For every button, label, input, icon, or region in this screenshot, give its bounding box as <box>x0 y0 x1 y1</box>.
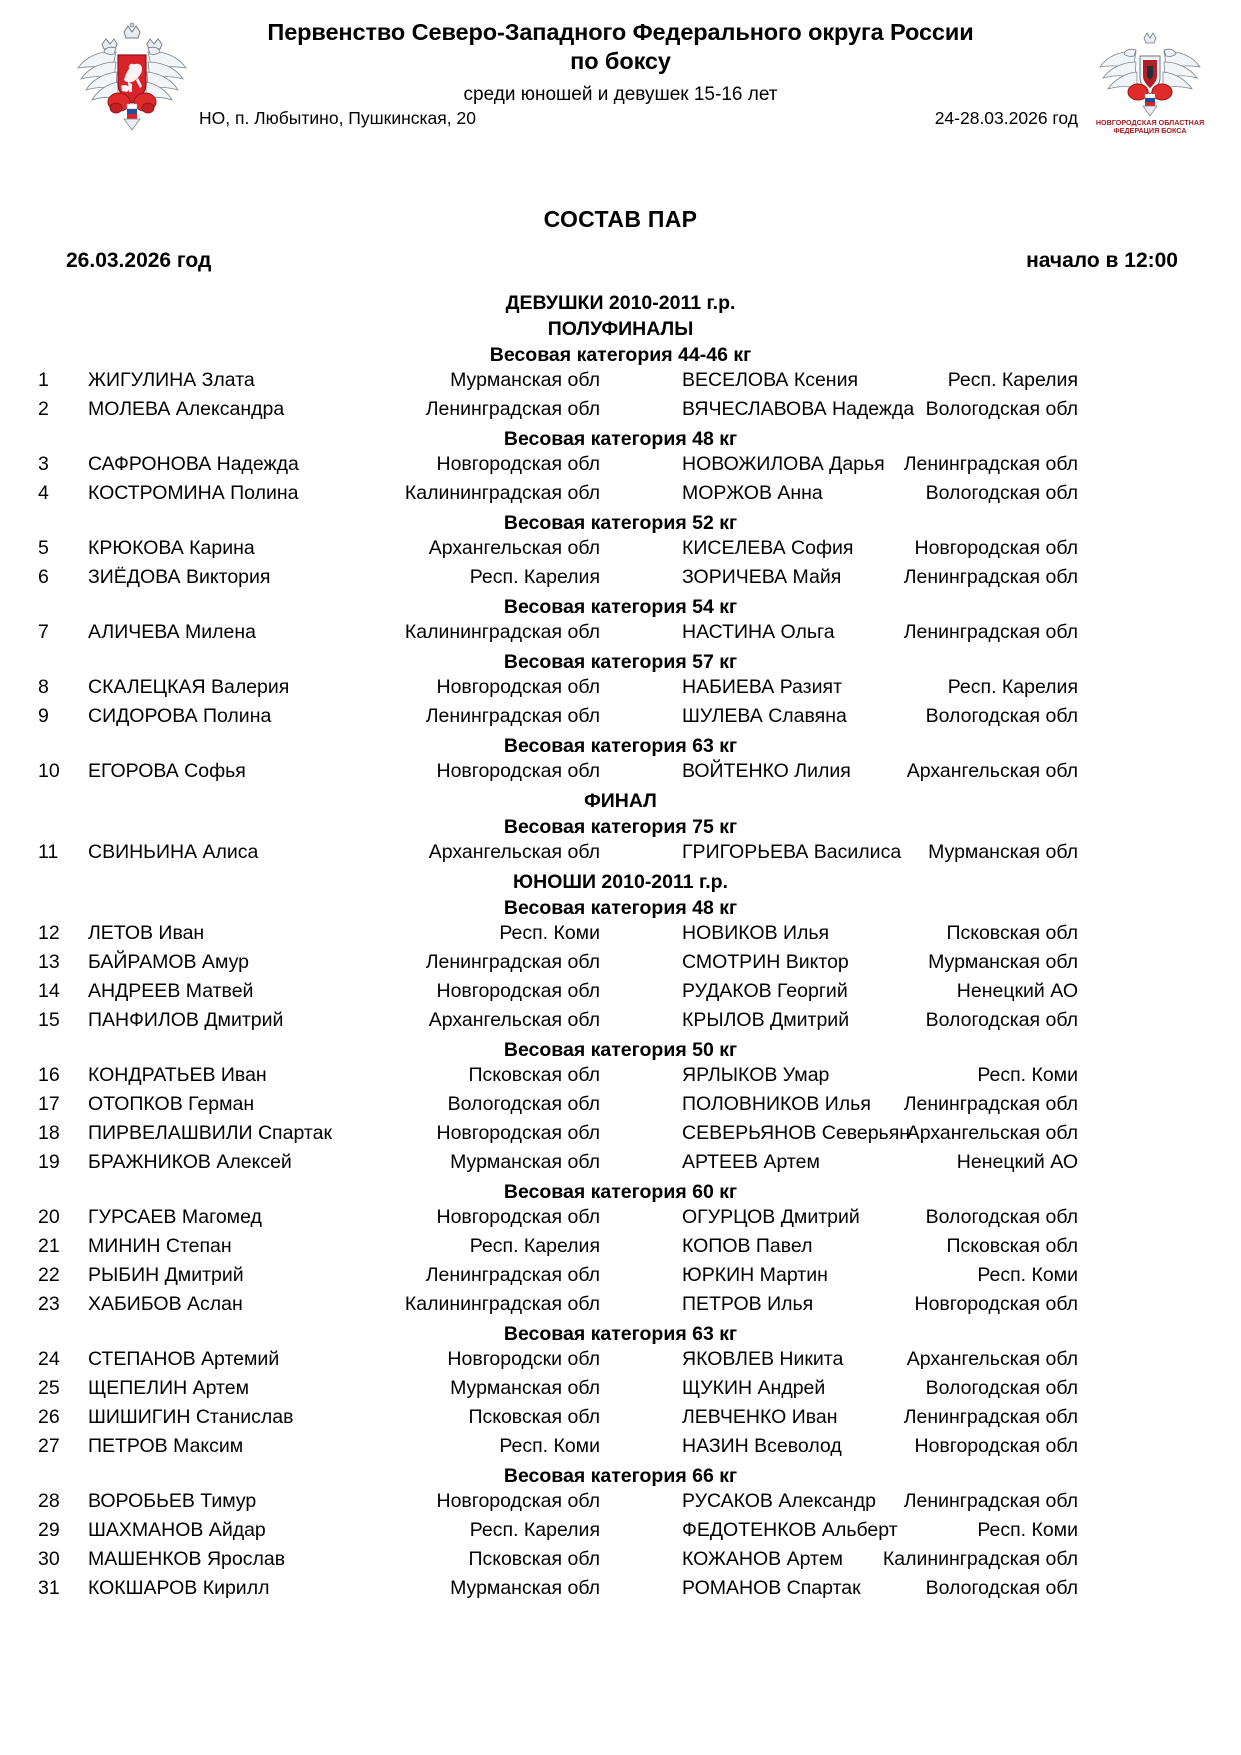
blue-corner-name: СЕВЕРЬЯНОВ Северьян <box>682 1122 911 1144</box>
session-date: 26.03.2026 год <box>66 249 212 272</box>
red-corner-region: Новгородская обл <box>436 1206 600 1228</box>
red-corner-region: Калининградская обл <box>404 1293 600 1315</box>
blue-corner-name: ФЕДОТЕНКОВ Альберт <box>682 1519 898 1541</box>
red-corner-name: АНДРЕЕВ Матвей <box>88 980 254 1002</box>
red-corner-region: Новгородская обл <box>436 1122 600 1144</box>
blue-corner-name: СМОТРИН Виктор <box>682 951 849 973</box>
blue-corner-name: ВЕСЕЛОВА Ксения <box>682 369 859 391</box>
header-meta-row <box>0 108 1241 132</box>
bout-number: 15 <box>38 1009 60 1031</box>
blue-corner-name: ЩУКИН Андрей <box>682 1377 826 1399</box>
emblem-caption-line2: ФЕДЕРАЦИЯ БОКСА <box>1113 126 1187 135</box>
blue-corner-name: НОВИКОВ Илья <box>682 922 830 944</box>
bout-row <box>0 1406 1241 1435</box>
bout-row <box>0 1264 1241 1293</box>
bout-number: 17 <box>38 1093 60 1115</box>
weight-category-heading: Весовая категория 75 кг <box>503 816 738 838</box>
blue-corner-name: НАЗИН Всеволод <box>682 1435 842 1457</box>
bout-number: 18 <box>38 1122 60 1144</box>
blue-corner-region: Ненецкий АО <box>956 980 1078 1002</box>
blue-corner-region: Ленинградская обл <box>903 566 1078 588</box>
bout-row <box>0 537 1241 566</box>
bout-number: 6 <box>38 566 49 588</box>
bout-row <box>0 1122 1241 1151</box>
blue-corner-name: РУДАКОВ Георгий <box>682 980 848 1002</box>
red-corner-name: ГУРСАЕВ Магомед <box>88 1206 262 1228</box>
bout-row <box>0 369 1241 398</box>
red-corner-name: ХАБИБОВ Аслан <box>88 1293 243 1315</box>
bout-number: 25 <box>38 1377 60 1399</box>
bout-number: 3 <box>38 453 49 475</box>
blue-corner-region: Респ. Коми <box>977 1519 1078 1541</box>
blue-corner-region: Ленинградская обл <box>903 453 1078 475</box>
event-title-line2: по боксу <box>570 48 671 75</box>
event-title-line1: Первенство Северо-Западного Федерального округа России <box>267 19 974 45</box>
red-corner-name: ПАНФИЛОВ Дмитрий <box>88 1009 284 1031</box>
bout-number: 23 <box>38 1293 60 1315</box>
venue-text: НО, п. Любытино, Пушкинская, 20 <box>199 108 476 128</box>
blue-corner-region: Вологодская обл <box>925 398 1078 420</box>
blue-corner-name: ЮРКИН Мартин <box>682 1264 828 1286</box>
blue-corner-name: КОЖАНОВ Артем <box>682 1548 843 1570</box>
red-corner-name: СТЕПАНОВ Артемий <box>88 1348 280 1370</box>
blue-corner-name: ГРИГОРЬЕВА Василиса <box>682 841 902 863</box>
blue-corner-name: РОМАНОВ Спартак <box>682 1577 861 1599</box>
red-corner-name: КОСТРОМИНА Полина <box>88 482 299 504</box>
red-corner-region: Мурманская обл <box>450 1151 600 1173</box>
blue-corner-name: КРЫЛОВ Дмитрий <box>682 1009 850 1031</box>
bout-row <box>0 980 1241 1009</box>
blue-corner-name: ОГУРЦОВ Дмитрий <box>682 1206 860 1228</box>
red-corner-region: Новгородски обл <box>447 1348 600 1370</box>
bout-number: 11 <box>38 841 59 863</box>
red-corner-name: ЖИГУЛИНА Злата <box>88 369 255 391</box>
red-corner-region: Архангельская обл <box>428 537 600 559</box>
weight-category-heading: Весовая категория 44-46 кг <box>489 344 752 366</box>
event-subtitle: среди юношей и девушек 15-16 лет <box>463 83 778 105</box>
weight-category-heading: Весовая категория 57 кг <box>503 651 738 673</box>
bout-number: 10 <box>38 760 60 782</box>
weight-category-heading: Весовая категория 66 кг <box>503 1465 738 1487</box>
blue-corner-region: Респ. Карелия <box>947 676 1078 698</box>
blue-corner-name: ЯРЛЫКОВ Умар <box>682 1064 830 1086</box>
blue-corner-region: Ленинградская обл <box>903 1093 1078 1115</box>
red-corner-region: Ленинградская обл <box>425 705 600 727</box>
bout-row <box>0 1490 1241 1519</box>
red-corner-region: Архангельская обл <box>428 1009 600 1031</box>
red-corner-region: Псковская обл <box>468 1406 600 1428</box>
bout-number: 21 <box>38 1235 60 1257</box>
red-corner-region: Псковская обл <box>468 1064 600 1086</box>
bout-row <box>0 922 1241 951</box>
red-corner-name: АЛИЧЕВА Милена <box>88 621 257 643</box>
blue-corner-region: Вологодская обл <box>925 1206 1078 1228</box>
bout-number: 19 <box>38 1151 60 1173</box>
red-corner-name: ЕГОРОВА Софья <box>88 760 246 782</box>
red-corner-region: Респ. Карелия <box>469 1235 600 1257</box>
red-corner-region: Респ. Карелия <box>469 1519 600 1541</box>
blue-corner-region: Мурманская обл <box>928 951 1078 973</box>
age-group-heading: ЮНОШИ 2010-2011 г.р. <box>513 871 728 893</box>
red-corner-name: ПЕТРОВ Максим <box>88 1435 244 1457</box>
bout-row <box>0 1093 1241 1122</box>
blue-corner-region: Мурманская обл <box>928 841 1078 863</box>
red-corner-name: ОТОПКОВ Герман <box>88 1093 255 1115</box>
bout-number: 16 <box>38 1064 60 1086</box>
blue-corner-name: НАБИЕВА Разият <box>682 676 842 698</box>
red-corner-name: САФРОНОВА Надежда <box>88 453 299 475</box>
blue-corner-name: ШУЛЕВА Славяна <box>682 705 847 727</box>
red-corner-name: БАЙРАМОВ Амур <box>88 951 249 973</box>
bout-number: 20 <box>38 1206 60 1228</box>
bout-row <box>0 951 1241 980</box>
weight-category-heading: Весовая категория 50 кг <box>503 1039 738 1061</box>
bout-row <box>0 1235 1241 1264</box>
bout-row <box>0 621 1241 650</box>
red-corner-name: БРАЖНИКОВ Алексей <box>88 1151 292 1173</box>
blue-corner-name: ВЯЧЕСЛАВОВА Надежда <box>682 398 915 420</box>
bout-number: 5 <box>38 537 49 559</box>
bout-number: 8 <box>38 676 49 698</box>
bout-number: 7 <box>38 621 49 643</box>
bout-row <box>0 1519 1241 1548</box>
red-corner-region: Псковская обл <box>468 1548 600 1570</box>
bout-number: 12 <box>38 922 60 944</box>
blue-corner-name: АРТЕЕВ Артем <box>682 1151 820 1173</box>
bout-number: 29 <box>38 1519 60 1541</box>
blue-corner-region: Калининградская обл <box>882 1548 1078 1570</box>
bout-number: 13 <box>38 951 60 973</box>
blue-corner-name: ЛЕВЧЕНКО Иван <box>682 1406 838 1428</box>
red-corner-region: Мурманская обл <box>450 1377 600 1399</box>
bout-row <box>0 1548 1241 1577</box>
blue-corner-name: ЯКОВЛЕВ Никита <box>682 1348 844 1370</box>
blue-corner-region: Респ. Коми <box>977 1064 1078 1086</box>
blue-corner-region: Архангельская обл <box>906 1348 1078 1370</box>
bout-row <box>0 1151 1241 1180</box>
blue-corner-region: Архангельская обл <box>906 1122 1078 1144</box>
blue-corner-region: Респ. Карелия <box>947 369 1078 391</box>
red-corner-name: МАШЕНКОВ Ярослав <box>88 1548 286 1570</box>
blue-corner-region: Новгородская обл <box>914 1293 1078 1315</box>
blue-corner-region: Ленинградская обл <box>903 1406 1078 1428</box>
blue-corner-region: Ленинградская обл <box>903 1490 1078 1512</box>
red-corner-region: Респ. Карелия <box>469 566 600 588</box>
blue-corner-region: Вологодская обл <box>925 1377 1078 1399</box>
red-corner-region: Ленинградская обл <box>425 398 600 420</box>
blue-corner-name: НОВОЖИЛОВА Дарья <box>682 453 885 475</box>
weight-category-heading: Весовая категория 48 кг <box>503 428 738 450</box>
blue-corner-region: Ненецкий АО <box>956 1151 1078 1173</box>
red-corner-name: ЩЕПЕЛИН Артем <box>88 1377 250 1399</box>
bout-row <box>0 760 1241 789</box>
red-corner-region: Калининградская обл <box>404 482 600 504</box>
blue-corner-name: ЗОРИЧЕВА Майя <box>682 566 842 588</box>
bout-row <box>0 841 1241 870</box>
bout-number: 27 <box>38 1435 60 1457</box>
page-title: СОСТАВ ПАР <box>543 206 698 232</box>
bout-row <box>0 705 1241 734</box>
session-start-time: начало в 12:00 <box>1026 249 1178 272</box>
weight-category-heading: Весовая категория 63 кг <box>503 735 738 757</box>
red-corner-name: КРЮКОВА Карина <box>88 537 255 559</box>
header-title-block <box>200 18 1041 109</box>
event-dates-text: 24-28.03.2026 год <box>934 108 1078 128</box>
blue-corner-name: НАСТИНА Ольга <box>682 621 835 643</box>
blue-corner-region: Вологодская обл <box>925 482 1078 504</box>
blue-corner-region: Ленинградская обл <box>903 621 1078 643</box>
bout-row <box>0 1435 1241 1464</box>
red-corner-name: МИНИН Степан <box>88 1235 232 1257</box>
blue-corner-region: Новгородская обл <box>914 1435 1078 1457</box>
red-corner-name: МОЛЕВА Александра <box>88 398 285 420</box>
weight-category-heading: Весовая категория 52 кг <box>503 512 738 534</box>
red-corner-name: ШИШИГИН Станислав <box>88 1406 294 1428</box>
age-group-heading: ДЕВУШКИ 2010-2011 г.р. <box>505 292 736 314</box>
red-corner-region: Новгородская обл <box>436 453 600 475</box>
red-corner-region: Новгородская обл <box>436 1490 600 1512</box>
bout-number: 22 <box>38 1264 60 1286</box>
bout-number: 1 <box>38 369 49 391</box>
blue-corner-name: ВОЙТЕНКО Лилия <box>682 760 851 782</box>
red-corner-name: ПИРВЕЛАШВИЛИ Спартак <box>88 1122 332 1144</box>
red-corner-region: Вологодская обл <box>447 1093 600 1115</box>
bout-row <box>0 1377 1241 1406</box>
weight-category-heading: Весовая категория 48 кг <box>503 897 738 919</box>
bout-row <box>0 676 1241 705</box>
red-corner-region: Респ. Коми <box>499 922 600 944</box>
red-corner-region: Новгородская обл <box>436 760 600 782</box>
bout-row <box>0 1009 1241 1038</box>
red-corner-name: КОКШАРОВ Кирилл <box>88 1577 270 1599</box>
blue-corner-name: КОПОВ Павел <box>682 1235 813 1257</box>
red-corner-region: Новгородская обл <box>436 676 600 698</box>
bout-number: 4 <box>38 482 49 504</box>
red-corner-region: Ленинградская обл <box>425 1264 600 1286</box>
blue-corner-name: РУСАКОВ Александр <box>682 1490 876 1512</box>
red-corner-name: ЛЕТОВ Иван <box>88 922 205 944</box>
bout-number: 26 <box>38 1406 60 1428</box>
bout-number: 14 <box>38 980 60 1002</box>
bout-number: 30 <box>38 1548 60 1570</box>
red-corner-region: Мурманская обл <box>450 369 600 391</box>
blue-corner-region: Новгородская обл <box>914 537 1078 559</box>
red-corner-name: КОНДРАТЬЕВ Иван <box>88 1064 267 1086</box>
red-corner-name: СИДОРОВА Полина <box>88 705 272 727</box>
weight-category-heading: Весовая категория 63 кг <box>503 1323 738 1345</box>
weight-category-heading: Весовая категория 54 кг <box>503 596 738 618</box>
session-info-row <box>0 249 1241 281</box>
bout-number: 31 <box>38 1577 60 1599</box>
bout-row <box>0 482 1241 511</box>
stage-heading: ФИНАЛ <box>584 790 657 812</box>
bout-row <box>0 566 1241 595</box>
document-header <box>0 0 1241 158</box>
weight-category-heading: Весовая категория 60 кг <box>503 1181 738 1203</box>
bout-row <box>0 453 1241 482</box>
red-corner-region: Ленинградская обл <box>425 951 600 973</box>
bout-number: 9 <box>38 705 49 727</box>
blue-corner-region: Вологодская обл <box>925 705 1078 727</box>
blue-corner-name: ПОЛОВНИКОВ Илья <box>682 1093 871 1115</box>
red-corner-name: ЗИЁДОВА Виктория <box>88 566 271 588</box>
red-corner-region: Архангельская обл <box>428 841 600 863</box>
blue-corner-region: Вологодская обл <box>925 1577 1078 1599</box>
red-corner-name: СКАЛЕЦКАЯ Валерия <box>88 676 290 698</box>
blue-corner-region: Вологодская обл <box>925 1009 1078 1031</box>
bout-row <box>0 1206 1241 1235</box>
red-corner-region: Респ. Коми <box>499 1435 600 1457</box>
bout-row <box>0 1293 1241 1322</box>
blue-corner-region: Респ. Коми <box>977 1264 1078 1286</box>
bout-number: 28 <box>38 1490 60 1512</box>
red-corner-name: ВОРОБЬЕВ Тимур <box>88 1490 257 1512</box>
blue-corner-region: Архангельская обл <box>906 760 1078 782</box>
red-corner-name: СВИНЬИНА Алиса <box>88 841 259 863</box>
blue-corner-region: Псковская обл <box>946 922 1078 944</box>
bout-number: 24 <box>38 1348 60 1370</box>
bout-list <box>0 291 1241 1606</box>
red-corner-region: Мурманская обл <box>450 1577 600 1599</box>
bout-row <box>0 1348 1241 1377</box>
bout-row <box>0 1577 1241 1606</box>
blue-corner-name: КИСЕЛЕВА София <box>682 537 854 559</box>
red-corner-name: РЫБИН Дмитрий <box>88 1264 244 1286</box>
stage-heading: ПОЛУФИНАЛЫ <box>547 318 694 340</box>
red-corner-region: Новгородская обл <box>436 980 600 1002</box>
blue-corner-region: Псковская обл <box>946 1235 1078 1257</box>
red-corner-name: ШАХМАНОВ Айдар <box>88 1519 266 1541</box>
novgorod-regional-boxing-federation-emblem-icon <box>1090 24 1210 136</box>
bout-number: 2 <box>38 398 49 420</box>
emblem-caption-line1: НОВГОРОДСКАЯ ОБЛАСТНАЯ <box>1095 118 1205 127</box>
blue-corner-name: ПЕТРОВ Илья <box>682 1293 814 1315</box>
bout-row <box>0 1064 1241 1093</box>
red-corner-region: Калининградская обл <box>404 621 600 643</box>
bout-row <box>0 398 1241 427</box>
blue-corner-name: МОРЖОВ Анна <box>682 482 823 504</box>
